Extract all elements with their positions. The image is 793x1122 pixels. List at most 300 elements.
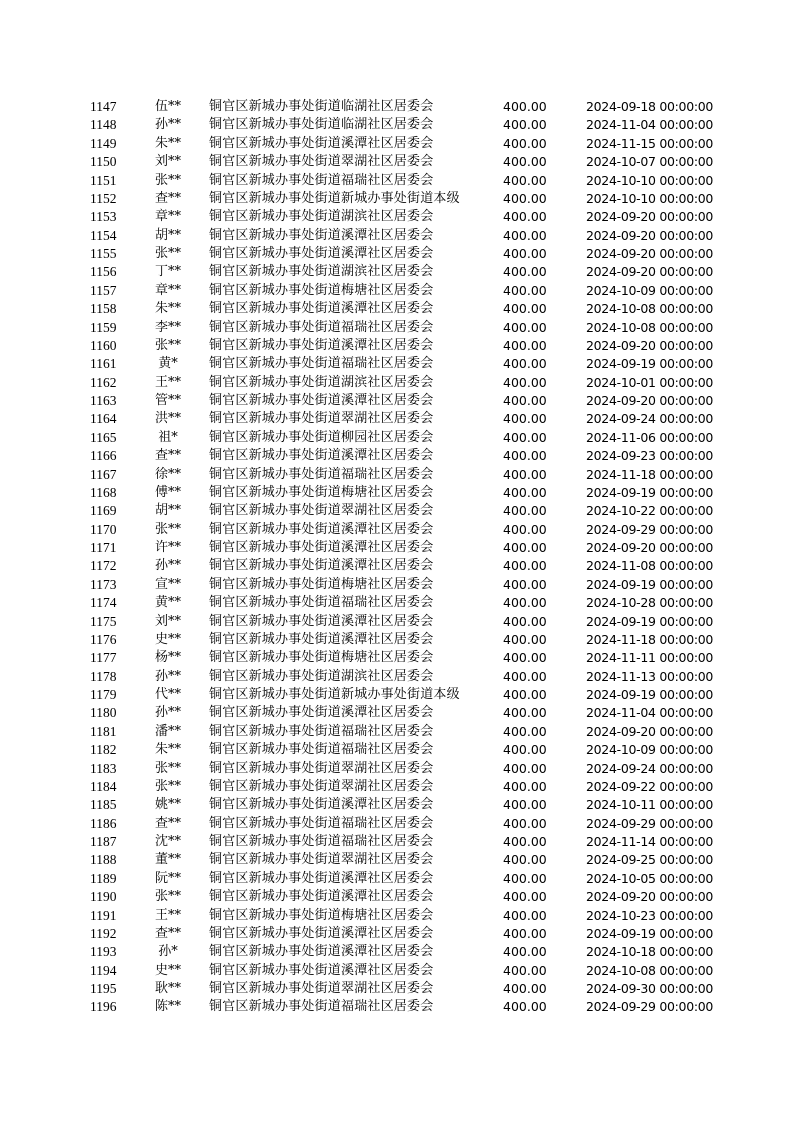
date: 2024-10-28 00:00:00 — [586, 595, 714, 611]
person-name: 孙** — [154, 705, 181, 721]
row-number: 1188 — [90, 852, 117, 868]
organization: 铜官区新城办事处街道翠湖社区居委会 — [209, 503, 434, 519]
date: 2024-11-15 00:00:00 — [586, 135, 714, 151]
amount: 400.00 — [503, 540, 547, 555]
organization: 铜官区新城办事处街道溪潭社区居委会 — [209, 889, 434, 905]
date: 2024-09-30 00:00:00 — [586, 981, 714, 996]
date: 2024-09-29 00:00:00 — [586, 815, 714, 831]
person-name: 阮** — [154, 870, 181, 886]
organization: 铜官区新城办事处街道溪潭社区居委会 — [209, 705, 434, 721]
table-row — [0, 172, 793, 190]
table-row — [0, 135, 793, 153]
table-row — [0, 668, 793, 686]
amount: 400.00 — [503, 907, 547, 923]
amount: 400.00 — [503, 723, 547, 739]
date: 2024-09-19 00:00:00 — [586, 576, 714, 592]
row-number: 1166 — [90, 448, 117, 464]
date: 2024-09-29 00:00:00 — [586, 999, 714, 1015]
row-number: 1193 — [90, 944, 117, 960]
table-row — [0, 429, 793, 447]
person-name: 朱** — [154, 301, 181, 317]
organization: 铜官区新城办事处街道福瑞社区居委会 — [209, 466, 434, 482]
amount: 400.00 — [503, 190, 547, 206]
amount: 400.00 — [503, 521, 547, 537]
row-number: 1189 — [90, 870, 117, 886]
amount: 400.00 — [503, 393, 547, 408]
row-number: 1183 — [90, 760, 117, 776]
table-row — [0, 319, 793, 337]
amount: 400.00 — [503, 852, 547, 868]
amount: 400.00 — [503, 209, 547, 225]
row-number: 1167 — [90, 466, 117, 482]
row-number: 1171 — [90, 540, 117, 555]
organization: 铜官区新城办事处街道柳园社区居委会 — [209, 429, 434, 445]
amount: 400.00 — [503, 889, 547, 905]
table-row — [0, 337, 793, 355]
table-row — [0, 355, 793, 373]
amount: 400.00 — [503, 466, 547, 482]
table-row — [0, 557, 793, 575]
table-row — [0, 98, 793, 116]
amount: 400.00 — [503, 411, 547, 427]
table-row — [0, 153, 793, 171]
row-number: 1195 — [90, 981, 117, 996]
organization: 铜官区新城办事处街道湖滨社区居委会 — [209, 374, 434, 390]
organization: 铜官区新城办事处街道翠湖社区居委会 — [209, 154, 434, 170]
table-row — [0, 190, 793, 208]
person-name: 张** — [154, 337, 181, 353]
organization: 铜官区新城办事处街道福瑞社区居委会 — [209, 999, 434, 1015]
amount: 400.00 — [503, 246, 547, 261]
person-name: 丁** — [154, 264, 181, 280]
amount: 400.00 — [503, 374, 547, 390]
table-row — [0, 613, 793, 631]
organization: 铜官区新城办事处街道梅塘社区居委会 — [209, 576, 434, 592]
organization: 铜官区新城办事处街道新城办事处街道本级 — [209, 687, 460, 702]
table-row — [0, 300, 793, 318]
row-number: 1148 — [90, 117, 117, 133]
amount: 400.00 — [503, 503, 547, 519]
table-row — [0, 980, 793, 998]
date: 2024-09-23 00:00:00 — [586, 448, 714, 464]
person-name: 孙** — [154, 668, 181, 684]
person-name: 董** — [154, 852, 181, 868]
date: 2024-09-24 00:00:00 — [586, 411, 714, 427]
date: 2024-10-09 00:00:00 — [586, 742, 714, 758]
date: 2024-10-05 00:00:00 — [586, 870, 714, 886]
organization: 铜官区新城办事处街道翠湖社区居委会 — [209, 852, 434, 868]
person-name: 耿** — [154, 981, 181, 996]
amount: 400.00 — [503, 429, 547, 445]
table-row — [0, 631, 793, 649]
row-number: 1168 — [90, 484, 117, 500]
row-number: 1179 — [90, 687, 117, 702]
row-number: 1175 — [90, 613, 117, 629]
table-row — [0, 466, 793, 484]
amount: 400.00 — [503, 99, 547, 114]
amount: 400.00 — [503, 650, 547, 666]
organization: 铜官区新城办事处街道溪潭社区居委会 — [209, 797, 434, 813]
person-name: 陈** — [154, 999, 181, 1015]
organization: 铜官区新城办事处街道溪潭社区居委会 — [209, 448, 434, 464]
row-number: 1149 — [90, 135, 117, 151]
person-name: 刘** — [154, 154, 181, 170]
date: 2024-11-04 00:00:00 — [586, 705, 714, 721]
table-row — [0, 686, 793, 704]
organization: 铜官区新城办事处街道溪潭社区居委会 — [209, 227, 434, 243]
organization: 铜官区新城办事处街道福瑞社区居委会 — [209, 595, 434, 611]
person-name: 张** — [154, 172, 181, 188]
person-name: 洪** — [154, 411, 181, 427]
organization: 铜官区新城办事处街道梅塘社区居委会 — [209, 650, 434, 666]
table-row — [0, 539, 793, 557]
date: 2024-09-20 00:00:00 — [586, 246, 714, 261]
table-row — [0, 962, 793, 980]
amount: 400.00 — [503, 227, 547, 243]
organization: 铜官区新城办事处街道溪潭社区居委会 — [209, 558, 434, 574]
person-name: 伍** — [154, 99, 181, 114]
row-number: 1163 — [90, 393, 117, 408]
table-row — [0, 833, 793, 851]
person-name: 章** — [154, 282, 181, 298]
table-row — [0, 410, 793, 428]
row-number: 1170 — [90, 521, 117, 537]
person-name: 史** — [154, 631, 181, 647]
row-number: 1158 — [90, 301, 117, 317]
date: 2024-09-20 00:00:00 — [586, 227, 714, 243]
row-number: 1194 — [90, 962, 117, 978]
person-name: 祖* — [158, 429, 178, 445]
table-row — [0, 447, 793, 465]
row-number: 1185 — [90, 797, 117, 813]
amount: 400.00 — [503, 760, 547, 776]
organization: 铜官区新城办事处街道湖滨社区居委会 — [209, 264, 434, 280]
date: 2024-10-23 00:00:00 — [586, 907, 714, 923]
organization: 铜官区新城办事处街道溪潭社区居委会 — [209, 246, 434, 261]
organization: 铜官区新城办事处街道溪潭社区居委会 — [209, 521, 434, 537]
table-row — [0, 263, 793, 281]
amount: 400.00 — [503, 282, 547, 298]
amount: 400.00 — [503, 117, 547, 133]
amount: 400.00 — [503, 870, 547, 886]
amount: 400.00 — [503, 264, 547, 280]
organization: 铜官区新城办事处街道溪潭社区居委会 — [209, 925, 434, 941]
organization: 铜官区新城办事处街道溪潭社区居委会 — [209, 870, 434, 886]
person-name: 朱** — [154, 135, 181, 151]
row-number: 1157 — [90, 282, 117, 298]
row-number: 1182 — [90, 742, 117, 758]
date: 2024-09-19 00:00:00 — [586, 356, 714, 372]
organization: 铜官区新城办事处街道溪潭社区居委会 — [209, 135, 434, 151]
person-name: 杨** — [154, 650, 181, 666]
date: 2024-10-09 00:00:00 — [586, 282, 714, 298]
table-row — [0, 851, 793, 869]
row-number: 1180 — [90, 705, 117, 721]
amount: 400.00 — [503, 742, 547, 758]
row-number: 1173 — [90, 576, 117, 592]
row-number: 1152 — [90, 190, 117, 206]
amount: 400.00 — [503, 797, 547, 813]
person-name: 王** — [154, 907, 181, 923]
row-number: 1153 — [90, 209, 117, 225]
person-name: 黄* — [158, 356, 178, 372]
row-number: 1155 — [90, 246, 117, 261]
date: 2024-09-19 00:00:00 — [586, 925, 714, 941]
table-row — [0, 649, 793, 667]
date: 2024-09-20 00:00:00 — [586, 540, 714, 555]
date: 2024-11-04 00:00:00 — [586, 117, 714, 133]
date: 2024-10-08 00:00:00 — [586, 319, 714, 335]
person-name: 沈** — [154, 834, 181, 849]
date: 2024-10-18 00:00:00 — [586, 944, 714, 960]
person-name: 朱** — [154, 742, 181, 758]
person-name: 徐** — [154, 466, 181, 482]
table-row — [0, 521, 793, 539]
organization: 铜官区新城办事处街道湖滨社区居委会 — [209, 668, 434, 684]
date: 2024-10-07 00:00:00 — [586, 154, 714, 170]
organization: 铜官区新城办事处街道溪潭社区居委会 — [209, 631, 434, 647]
person-name: 胡** — [154, 227, 181, 243]
row-number: 1162 — [90, 374, 117, 390]
amount: 400.00 — [503, 981, 547, 996]
table-row — [0, 998, 793, 1016]
row-number: 1147 — [90, 99, 117, 114]
row-number: 1191 — [90, 907, 117, 923]
amount: 400.00 — [503, 448, 547, 464]
organization: 铜官区新城办事处街道临湖社区居委会 — [209, 117, 434, 133]
table-row — [0, 227, 793, 245]
date: 2024-11-18 00:00:00 — [586, 631, 714, 647]
date: 2024-09-20 00:00:00 — [586, 723, 714, 739]
person-name: 姚** — [154, 797, 181, 813]
row-number: 1169 — [90, 503, 117, 519]
amount: 400.00 — [503, 484, 547, 500]
row-number: 1161 — [90, 356, 117, 372]
table-row — [0, 245, 793, 263]
organization: 铜官区新城办事处街道梅塘社区居委会 — [209, 484, 434, 500]
row-number: 1190 — [90, 889, 117, 905]
date: 2024-09-20 00:00:00 — [586, 209, 714, 225]
date: 2024-10-11 00:00:00 — [586, 797, 714, 813]
row-number: 1196 — [90, 999, 117, 1015]
table-row — [0, 943, 793, 961]
table-row — [0, 741, 793, 759]
amount: 400.00 — [503, 631, 547, 647]
organization: 铜官区新城办事处街道翠湖社区居委会 — [209, 411, 434, 427]
amount: 400.00 — [503, 595, 547, 611]
amount: 400.00 — [503, 337, 547, 353]
organization: 铜官区新城办事处街道溪潭社区居委会 — [209, 337, 434, 353]
organization: 铜官区新城办事处街道临湖社区居委会 — [209, 99, 434, 114]
table-row — [0, 282, 793, 300]
date: 2024-09-20 00:00:00 — [586, 337, 714, 353]
row-number: 1172 — [90, 558, 117, 574]
amount: 400.00 — [503, 944, 547, 960]
amount: 400.00 — [503, 172, 547, 188]
person-name: 章** — [154, 209, 181, 225]
row-number: 1176 — [90, 631, 117, 647]
amount: 400.00 — [503, 999, 547, 1015]
organization: 铜官区新城办事处街道福瑞社区居委会 — [209, 172, 434, 188]
organization: 铜官区新城办事处街道福瑞社区居委会 — [209, 319, 434, 335]
table-row — [0, 796, 793, 814]
table-row — [0, 208, 793, 226]
organization: 铜官区新城办事处街道福瑞社区居委会 — [209, 723, 434, 739]
date: 2024-10-10 00:00:00 — [586, 172, 714, 188]
person-name: 王** — [154, 374, 181, 390]
organization: 铜官区新城办事处街道溪潭社区居委会 — [209, 962, 434, 978]
date: 2024-11-11 00:00:00 — [586, 650, 714, 666]
row-number: 1160 — [90, 337, 117, 353]
table-row — [0, 484, 793, 502]
amount: 400.00 — [503, 925, 547, 941]
person-name: 查** — [154, 448, 181, 464]
row-number: 1159 — [90, 319, 117, 335]
amount: 400.00 — [503, 705, 547, 721]
date: 2024-11-13 00:00:00 — [586, 668, 714, 684]
table-row — [0, 870, 793, 888]
person-name: 史** — [154, 962, 181, 978]
organization: 铜官区新城办事处街道翠湖社区居委会 — [209, 981, 434, 996]
row-number: 1178 — [90, 668, 117, 684]
organization: 铜官区新城办事处街道溪潭社区居委会 — [209, 540, 434, 555]
amount: 400.00 — [503, 668, 547, 684]
table-row — [0, 392, 793, 410]
amount: 400.00 — [503, 576, 547, 592]
date: 2024-09-19 00:00:00 — [586, 484, 714, 500]
person-name: 刘** — [154, 613, 181, 629]
person-name: 许** — [154, 540, 181, 555]
table-row — [0, 576, 793, 594]
person-name: 代** — [154, 687, 181, 702]
organization: 铜官区新城办事处街道福瑞社区居委会 — [209, 356, 434, 372]
date: 2024-09-24 00:00:00 — [586, 760, 714, 776]
organization: 铜官区新城办事处街道溪潭社区居委会 — [209, 301, 434, 317]
person-name: 张** — [154, 889, 181, 905]
table-row — [0, 925, 793, 943]
table-row — [0, 815, 793, 833]
table-row — [0, 723, 793, 741]
person-name: 张** — [154, 246, 181, 261]
organization: 铜官区新城办事处街道新城办事处街道本级 — [209, 190, 460, 206]
date: 2024-09-20 00:00:00 — [586, 393, 714, 408]
organization: 铜官区新城办事处街道溪潭社区居委会 — [209, 393, 434, 408]
date: 2024-09-25 00:00:00 — [586, 852, 714, 868]
row-number: 1150 — [90, 154, 117, 170]
payment-table — [0, 98, 793, 1017]
organization: 铜官区新城办事处街道福瑞社区居委会 — [209, 834, 434, 849]
organization: 铜官区新城办事处街道翠湖社区居委会 — [209, 760, 434, 776]
date: 2024-10-08 00:00:00 — [586, 301, 714, 317]
person-name: 张** — [154, 521, 181, 537]
amount: 400.00 — [503, 558, 547, 574]
amount: 400.00 — [503, 154, 547, 170]
date: 2024-10-01 00:00:00 — [586, 374, 714, 390]
person-name: 宣** — [154, 576, 181, 592]
date: 2024-10-10 00:00:00 — [586, 190, 714, 206]
amount: 400.00 — [503, 962, 547, 978]
person-name: 黄** — [154, 595, 181, 611]
person-name: 张** — [154, 760, 181, 776]
date: 2024-11-08 00:00:00 — [586, 558, 714, 574]
person-name: 管** — [154, 393, 181, 408]
date: 2024-10-08 00:00:00 — [586, 962, 714, 978]
amount: 400.00 — [503, 356, 547, 372]
table-row — [0, 116, 793, 134]
date: 2024-09-19 00:00:00 — [586, 613, 714, 629]
person-name: 孙* — [158, 944, 178, 960]
date: 2024-11-18 00:00:00 — [586, 466, 714, 482]
amount: 400.00 — [503, 834, 547, 849]
date: 2024-10-22 00:00:00 — [586, 503, 714, 519]
organization: 铜官区新城办事处街道溪潭社区居委会 — [209, 944, 434, 960]
organization: 铜官区新城办事处街道梅塘社区居委会 — [209, 282, 434, 298]
table-row — [0, 907, 793, 925]
organization: 铜官区新城办事处街道福瑞社区居委会 — [209, 742, 434, 758]
row-number: 1154 — [90, 227, 117, 243]
date: 2024-09-29 00:00:00 — [586, 521, 714, 537]
amount: 400.00 — [503, 319, 547, 335]
person-name: 李** — [154, 319, 181, 335]
person-name: 查** — [154, 190, 181, 206]
amount: 400.00 — [503, 301, 547, 317]
person-name: 查** — [154, 815, 181, 831]
date: 2024-09-19 00:00:00 — [586, 687, 714, 702]
person-name: 孙** — [154, 117, 181, 133]
row-number: 1174 — [90, 595, 117, 611]
organization: 铜官区新城办事处街道福瑞社区居委会 — [209, 815, 434, 831]
amount: 400.00 — [503, 815, 547, 831]
date: 2024-09-22 00:00:00 — [586, 778, 714, 794]
person-name: 潘** — [154, 723, 181, 739]
amount: 400.00 — [503, 613, 547, 629]
row-number: 1164 — [90, 411, 117, 427]
table-row — [0, 888, 793, 906]
person-name: 张** — [154, 778, 181, 794]
organization: 铜官区新城办事处街道溪潭社区居委会 — [209, 613, 434, 629]
row-number: 1187 — [90, 834, 117, 849]
table-row — [0, 778, 793, 796]
person-name: 胡** — [154, 503, 181, 519]
table-row — [0, 502, 793, 520]
row-number: 1192 — [90, 925, 117, 941]
person-name: 孙** — [154, 558, 181, 574]
organization: 铜官区新城办事处街道梅塘社区居委会 — [209, 907, 434, 923]
table-row — [0, 374, 793, 392]
amount: 400.00 — [503, 778, 547, 794]
date: 2024-09-18 00:00:00 — [586, 99, 714, 114]
row-number: 1177 — [90, 650, 117, 666]
row-number: 1151 — [90, 172, 117, 188]
person-name: 查** — [154, 925, 181, 941]
row-number: 1184 — [90, 778, 117, 794]
person-name: 傅** — [154, 484, 181, 500]
amount: 400.00 — [503, 687, 547, 702]
date: 2024-11-14 00:00:00 — [586, 834, 714, 849]
row-number: 1181 — [90, 723, 117, 739]
organization: 铜官区新城办事处街道湖滨社区居委会 — [209, 209, 434, 225]
date: 2024-11-06 00:00:00 — [586, 429, 714, 445]
row-number: 1165 — [90, 429, 117, 445]
row-number: 1156 — [90, 264, 117, 280]
organization: 铜官区新城办事处街道翠湖社区居委会 — [209, 778, 434, 794]
table-row — [0, 760, 793, 778]
date: 2024-09-20 00:00:00 — [586, 264, 714, 280]
row-number: 1186 — [90, 815, 117, 831]
table-row — [0, 704, 793, 722]
date: 2024-09-20 00:00:00 — [586, 889, 714, 905]
table-row — [0, 594, 793, 612]
